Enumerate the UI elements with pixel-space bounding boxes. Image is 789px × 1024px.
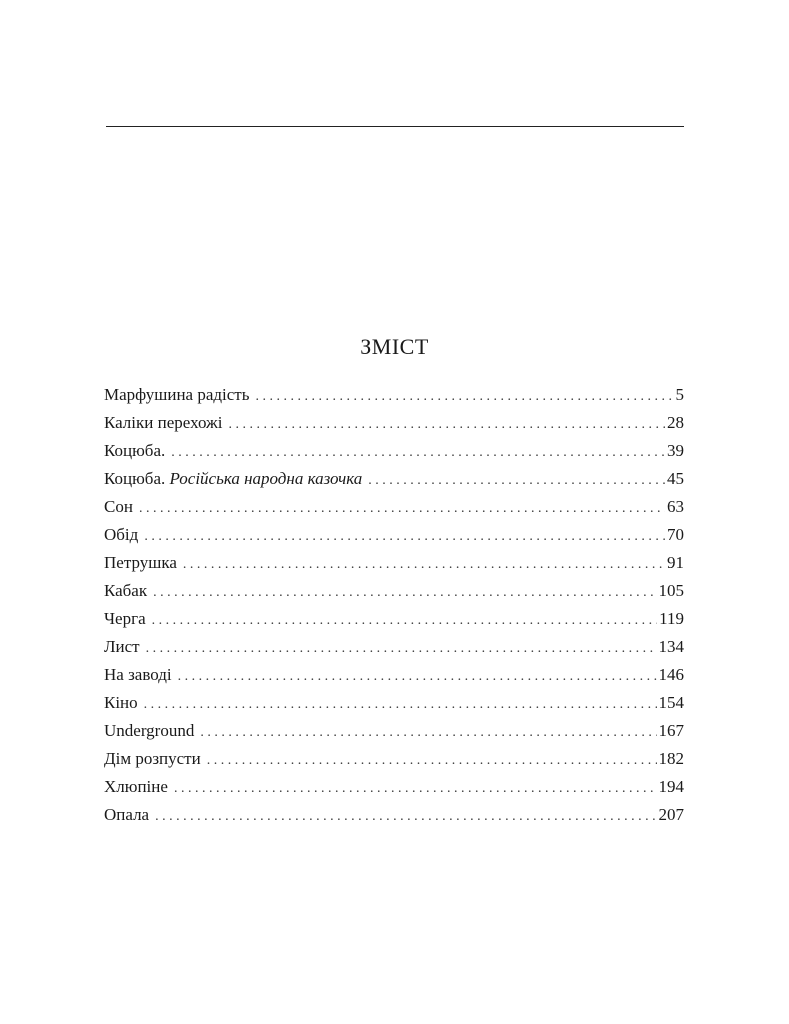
toc-entry-label — [104, 381, 255, 409]
toc-entry-page: 63 — [667, 497, 684, 516]
dot-leader — [368, 467, 665, 495]
dot-leader — [229, 411, 666, 439]
toc-entry-label — [104, 437, 171, 465]
toc-entry-label — [104, 577, 153, 605]
table-of-contents — [104, 381, 684, 829]
toc-entry — [104, 605, 684, 633]
toc-entry — [104, 773, 684, 801]
dot-leader — [155, 803, 656, 831]
toc-entry-title: Коцюба. — [104, 469, 170, 488]
dot-leader — [178, 663, 657, 691]
toc-entry-label — [104, 465, 368, 493]
toc-entry-label — [104, 773, 174, 801]
dot-leader — [183, 551, 665, 579]
toc-entry-label — [104, 801, 155, 829]
toc-entry-title: Дім розпусти — [104, 749, 201, 768]
toc-entry-label — [104, 745, 207, 773]
toc-entry-page: 28 — [667, 413, 684, 432]
toc-entry-page: 194 — [658, 777, 684, 796]
dot-leader — [152, 607, 658, 635]
toc-entry-title: Хлюпіне — [104, 777, 168, 796]
toc-entry-title: На заводі — [104, 665, 172, 684]
toc-entry-page: 70 — [667, 525, 684, 544]
toc-entry — [104, 745, 684, 773]
toc-entry-label — [104, 633, 146, 661]
toc-entry-page: 154 — [658, 693, 684, 712]
toc-entry-label — [104, 605, 152, 633]
toc-entry — [104, 465, 684, 493]
toc-entry-page: 182 — [658, 749, 684, 768]
toc-entry-page: 146 — [658, 665, 684, 684]
toc-entry-title: Сон — [104, 497, 133, 516]
toc-entry-page: 134 — [658, 637, 684, 656]
toc-entry-title: Черга — [104, 609, 146, 628]
toc-entry-title: Underground — [104, 721, 195, 740]
toc-entry-subtitle: Російська народна казочка — [169, 469, 363, 488]
toc-entry-page: 167 — [658, 721, 684, 740]
toc-entry — [104, 409, 684, 437]
toc-entry-label — [104, 549, 183, 577]
toc-entry — [104, 437, 684, 465]
toc-entry-page: 119 — [659, 609, 684, 628]
toc-entry — [104, 633, 684, 661]
page-title: ЗМІСТ — [360, 334, 429, 359]
toc-entry-label — [104, 521, 144, 549]
toc-entry — [104, 661, 684, 689]
toc-entry-label — [104, 717, 200, 745]
dot-leader — [207, 747, 657, 775]
toc-entry-page: 5 — [675, 385, 684, 404]
dot-leader — [139, 495, 665, 523]
dot-leader — [174, 775, 657, 803]
dot-leader — [144, 691, 657, 719]
toc-entry-title: Лист — [104, 637, 140, 656]
toc-entry-label — [104, 661, 178, 689]
toc-entry-title: Кіно — [104, 693, 138, 712]
toc-entry — [104, 717, 684, 745]
dot-leader — [255, 383, 673, 411]
toc-entry-page: 39 — [667, 441, 684, 460]
toc-entry-label — [104, 493, 139, 521]
toc-entry — [104, 493, 684, 521]
toc-entry — [104, 549, 684, 577]
dot-leader — [153, 579, 656, 607]
toc-entry-page: 91 — [667, 553, 684, 572]
toc-entry-title: Каліки перехожі — [104, 413, 223, 432]
toc-entry-title: Марфушина радість — [104, 385, 250, 404]
toc-entry — [104, 381, 684, 409]
toc-entry-title: Опала — [104, 805, 150, 824]
toc-entry-label — [104, 409, 229, 437]
toc-entry — [104, 521, 684, 549]
toc-entry-page: 45 — [667, 469, 684, 488]
dot-leader — [146, 635, 657, 663]
toc-entry-label — [104, 689, 144, 717]
dot-leader — [144, 523, 665, 551]
toc-entry-title: Кабак — [104, 581, 148, 600]
toc-entry-title: Обід — [104, 525, 139, 544]
dot-leader — [200, 719, 656, 747]
toc-entry-title: Коцюба. — [104, 441, 166, 460]
toc-entry — [104, 689, 684, 717]
toc-entry-page: 105 — [658, 581, 684, 600]
toc-entry — [104, 801, 684, 829]
toc-entry-page: 207 — [658, 805, 684, 824]
toc-entry — [104, 577, 684, 605]
top-rule — [106, 126, 684, 127]
toc-entry-title: Петрушка — [104, 553, 177, 572]
dot-leader — [171, 439, 665, 467]
